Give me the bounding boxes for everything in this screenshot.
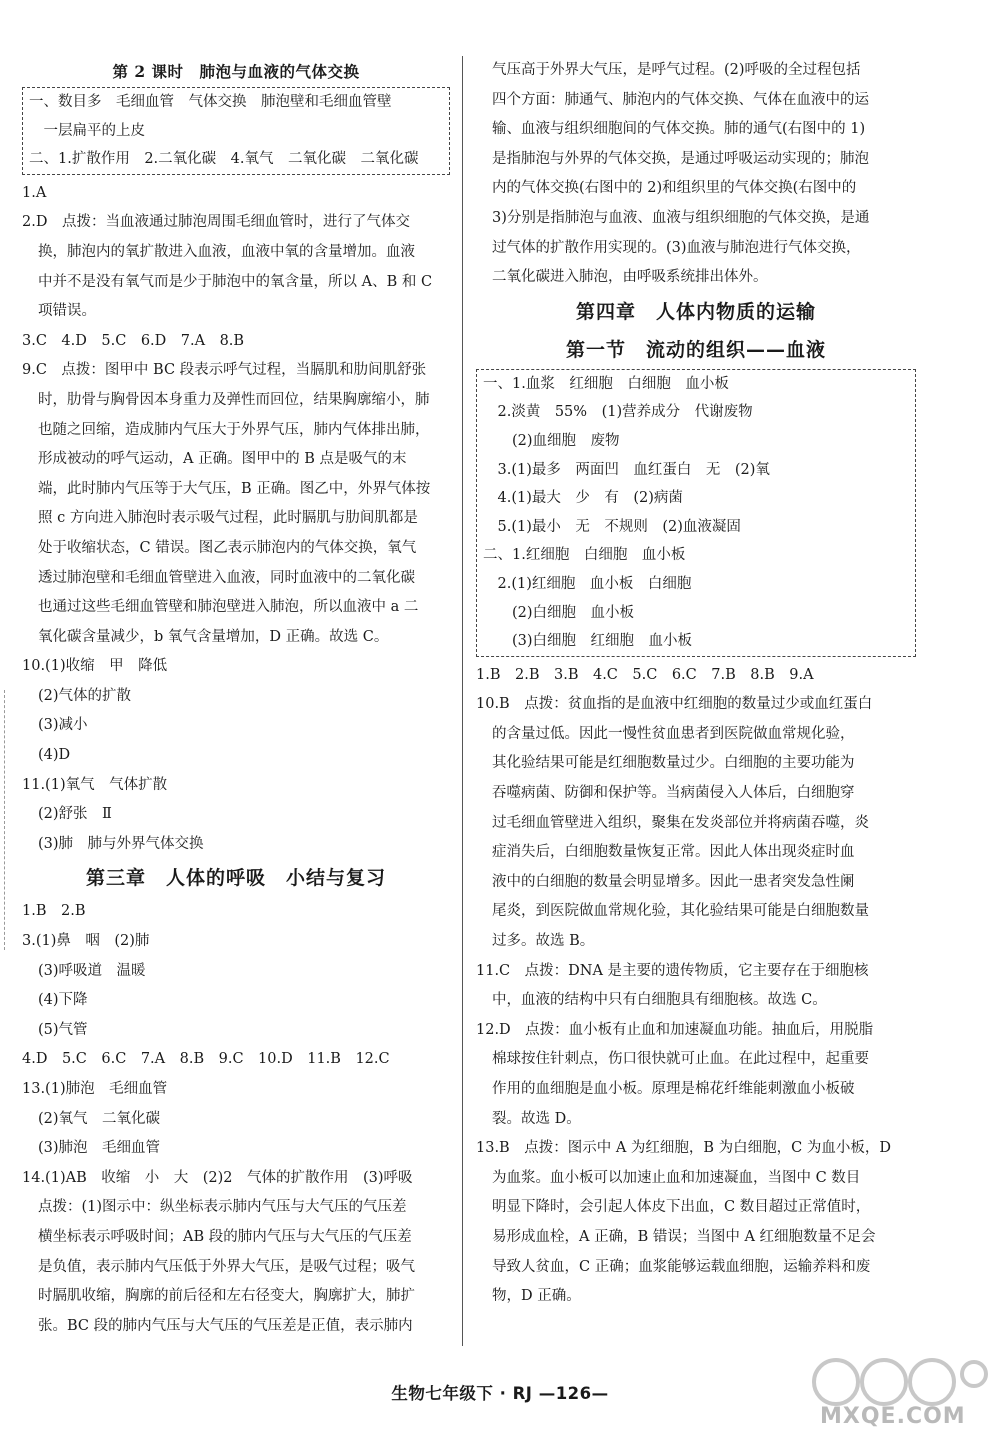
answer-line: 3.C 4.D 5.C 6.D 7.A 8.B [22,332,245,349]
right-column [476,56,916,1312]
box-line: 2.淡黄 55% (1)营养成分 代谢废物 [483,404,753,421]
box-line: (2)白细胞 血小板 [483,604,635,621]
answer-line: (2)舒张 Ⅱ [38,806,112,823]
answer-line: 吞噬病菌、防御和保护等。当病菌侵入人体后，白细胞穿 [492,785,855,802]
answer-line: 11.C 点拨：DNA 是主要的遗传物质，它主要存在于细胞核 [476,962,869,979]
answer-line: 4.D 5.C 6.C 7.A 8.B 9.C 10.D 11.B 12.C [22,1051,390,1068]
answer-line: 换，肺泡内的氧扩散进入血液，血液中氧的含量增加。血液 [38,243,415,260]
answer-line: 输、血液与组织细胞间的气体交换。肺的通气(右图中的 1) [492,121,866,138]
answer-line: 9.C 点拨：图甲中 BC 段表示呼气过程，当膈肌和肋间肌舒张 [22,362,427,379]
answer-line: 12.D 点拨：血小板有止血和加速凝血功能。抽血后，用脱脂 [476,1021,874,1038]
answer-line: 横坐标表示呼吸时间；AB 段的肺内气压与大气压的气压差 [38,1228,412,1245]
box-line: 一层扁平的上皮 [29,122,145,139]
answer-line: 透过肺泡壁和毛细血管壁进入血液，同时血液中的二氧化碳 [38,569,415,586]
chapter4-title: 第四章 人体内物质的运输 [575,300,816,323]
box-line: 二、1.扩散作用 2.二氧化碳 4.氧气 二氧化碳 二氧化碳 [29,151,419,168]
box-line: 2.(1)红细胞 血小板 白细胞 [483,575,692,592]
box-line: 4.(1)最大 少 有 (2)病菌 [483,490,683,507]
box-line: 3.(1)最多 两面凹 血红蛋白 无 (2)氧 [483,461,770,478]
column-divider [462,56,463,1346]
answer-line: 裂。故选 D。 [492,1110,581,1127]
answer-line: (3)减小 [38,717,88,734]
answer-line: 过多。故选 B。 [492,933,595,950]
answer-line: (2)气体的扩散 [38,687,132,704]
answer-line: 四个方面：肺通气、肺泡内的气体交换、气体在血液中的运 [492,91,869,108]
answer-line: 液中的白细胞的数量会明显增多。因此一患者突发急性阑 [492,873,855,890]
answer-line: 的含量过低。因此一慢性贫血患者到医院做血常规化验， [492,725,855,742]
answer-line: 内的气体交换(右图中的 2)和组织里的气体交换(右图中的 [492,180,857,197]
answer-line: 2.D 点拨：当血液通过肺泡周围毛细血管时，进行了气体交 [22,214,410,231]
answer-line: 过气体的扩散作用实现的。(3)血液与肺泡进行气体交换， [492,239,861,256]
answer-line: 14.(1)AB 收缩 小 大 (2)2 气体的扩散作用 (3)呼吸 [22,1169,413,1186]
answer-line: 导致人贫血，C 正确；血浆能够运载血细胞，运输养料和废 [492,1258,871,1275]
answer-line: 是指肺泡与外界的气体交换，是通过呼吸运动实现的；肺泡 [492,150,869,167]
answer-line: (5)气管 [38,1021,88,1038]
answer-line: 13.(1)肺泡 毛细血管 [22,1081,168,1097]
answer-line: 时，肋骨与胸骨因本身重力及弹性而回位，结果胸廓缩小，肺 [38,391,430,408]
answer-line: 13.B 点拨：图示中 A 为红细胞，B 为白细胞，C 为血小板，D [476,1140,891,1157]
box-line: (3)白细胞 红细胞 血小板 [483,633,693,650]
answer-line: 3)分别是指肺泡与血液、血液与组织细胞的气体交换，是通 [492,209,870,226]
answer-line: (4)D [38,747,71,764]
answer-line: 明显下降时，会引起人体皮下出血，C 数目超过正常值时， [492,1199,871,1216]
page-footer: 生物七年级下 · RJ —126— [391,1384,609,1403]
page-edge-mark [4,690,5,950]
answer-line: 棉球按住针刺点，伤口很快就可止血。在此过程中，起重要 [492,1051,869,1068]
answer-line: (2)氧气 二氧化碳 [38,1110,161,1127]
answer-line: 尾炎，到医院做血常规化验，其化验结果可能是白细胞数量 [492,903,869,920]
answer-line: 1.A [22,184,47,201]
answer-line: (3)肺泡 毛细血管 [38,1140,161,1157]
answer-line: 项错误。 [38,303,96,320]
answer-line: 过毛细血管壁进入组织，聚集在发炎部位并将病菌吞噬，炎 [492,814,869,831]
answer-line: 症消失后，白细胞数量恢复正常。因此人体出现炎症时血 [492,844,855,861]
box-line: 一、数目多 毛细血管 气体交换 肺泡壁和毛细血管壁 [29,94,392,110]
answer-line: 10.(1)收缩 甲 降低 [22,658,168,675]
answer-line: 张。BC 段的肺内气压与大气压的气压差是正值，表示肺内 [38,1317,413,1334]
answer-line: 气压高于外界大气压，是呼气过程。(2)呼吸的全过程包括 [492,62,861,78]
answer-line: 形成被动的呼气运动，A 正确。图甲中的 B 点是吸气的末 [38,451,407,468]
answer-line: 二氧化碳进入肺泡，由呼吸系统排出体外。 [492,269,768,286]
chapter3-title: 第三章 人体的呼吸 小结与复习 [85,867,386,890]
answer-line: 11.(1)氧气 气体扩散 [22,776,168,793]
section1-title: 第一节 流动的组织——血液 [565,338,826,361]
answer-line: 物，D 正确。 [492,1288,581,1305]
answer-line: 时膈肌收缩，胸廓的前后径和左右径变大，胸廓扩大，肺扩 [38,1288,415,1305]
answer-line: (3)呼吸道 温暖 [38,962,146,979]
answer-line: 端，此时肺内气压等于大气压，B 正确。图乙中，外界气体按 [38,480,431,497]
answer-line: 为血浆。血小板可以加速止血和加速凝血，当图中 C 数目 [492,1169,861,1186]
answer-line: 是负值，表示肺内气压低于外界大气压，是吸气过程；吸气 [38,1258,415,1275]
lesson-title: 第 2 课时 肺泡与血液的气体交换 [112,62,360,81]
answer-line: 也随之回缩，造成肺内气压大于外界气压，肺内气体排出肺， [38,421,430,438]
answer-line: 作用的血细胞是血小板。原理是棉花纤维能刺激血小板破 [492,1081,855,1097]
answer-line: 处于收缩状态，C 错误。图乙表示肺泡内的气体交换，氧气 [38,539,417,556]
answer-line: (3)肺 肺与外界气体交换 [38,835,204,852]
answer-line: 中并不是没有氧气而是少于肺泡中的氧含量，所以 A、B 和 C [38,273,433,290]
answer-line: 氧化碳含量减少，b 氧气含量增加，D 正确。故选 C。 [38,628,389,645]
answer-line: 易形成血栓，A 正确，B 错误；当图中 A 红细胞数量不足会 [492,1228,876,1245]
answer-line: 1.B 2.B 3.B 4.C 5.C 6.C 7.B 8.B 9.A [476,666,814,683]
watermark-text: MXQE.COM [820,1404,966,1429]
answer-box-section1 [476,369,916,657]
answer-line: 3.(1)鼻 咽 (2)肺 [22,933,150,950]
answer-line: 中，血液的结构中只有白细胞具有细胞核。故选 C。 [492,992,827,1009]
left-column [22,56,450,1341]
answer-line: 10.B 点拨：贫血指的是血液中红细胞的数量过少或血红蛋白 [476,696,873,713]
box-line: 二、1.红细胞 白细胞 血小板 [483,547,686,564]
box-line: 5.(1)最小 无 不规则 (2)血液凝固 [483,518,741,535]
box-line: (2)血细胞 废物 [483,432,620,449]
answer-box-lesson2 [22,87,450,175]
answer-line: 1.B 2.B [22,903,86,920]
answer-line: 也通过这些毛细血管壁和肺泡壁进入肺泡，所以血液中 a 二 [38,599,419,616]
answer-line: 照 c 方向进入肺泡时表示吸气过程，此时膈肌与肋间肌都是 [38,510,418,527]
answer-line: 其化验结果可能是红细胞数量过少。白细胞的主要功能为 [492,755,855,772]
answer-line: 点拨：(1)图示中：纵坐标表示肺内气压与大气压的气压差 [38,1199,407,1216]
box-line: 一、1.血浆 红细胞 白细胞 血小板 [483,375,729,392]
answer-line: (4)下降 [38,992,88,1009]
